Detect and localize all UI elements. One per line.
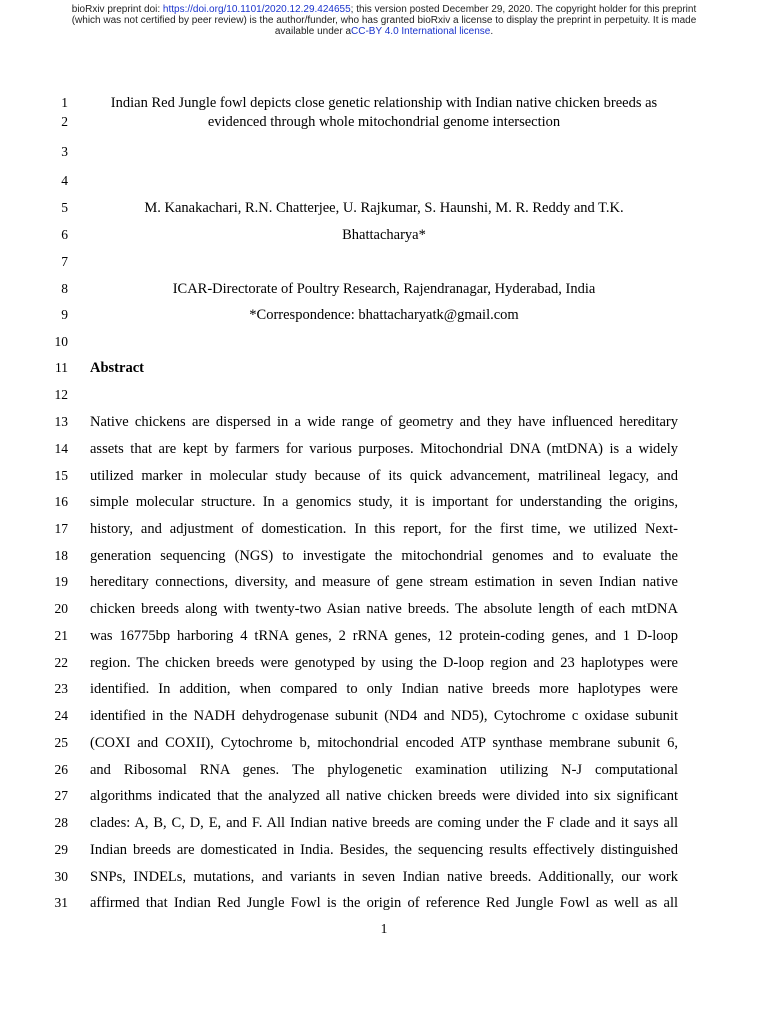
- line-number: 28: [54, 815, 68, 830]
- abstract-line: utilized marker in molecular study because of its quick advancement, matrilineal legacy, and: [90, 468, 678, 484]
- line-number: 7: [61, 254, 68, 269]
- line-number: 10: [54, 334, 68, 349]
- line-number: 4: [61, 173, 68, 188]
- line-number: 29: [54, 842, 68, 857]
- abstract-line: Indian breeds are domesticated in India. Besides, the sequencing results effectively distinguished: [90, 842, 678, 858]
- abstract-line: history, and adjustment of domestication. In this report, for the first time, we utilized Next-: [90, 521, 678, 537]
- doi-link[interactable]: https://doi.org/10.1101/2020.12.29.424655: [162, 4, 351, 15]
- preprint-banner: [0, 4, 768, 37]
- license-link[interactable]: CC-BY 4.0 International license: [351, 26, 491, 37]
- authors-line-2: Bhattacharya*: [342, 227, 426, 243]
- line-number: 11: [55, 360, 68, 375]
- line-number: 26: [54, 762, 68, 777]
- abstract-line: was 16775bp harboring 4 tRNA genes, 2 rRNA genes, 12 protein-coding genes, and 1 D-loop: [90, 628, 678, 644]
- page-number: 1: [380, 921, 388, 936]
- abstract-line: region. The chicken breeds were genotyped by using the D-loop region and 23 haplotypes were: [90, 655, 678, 671]
- line-number: 13: [54, 414, 68, 429]
- abstract-line: identified. In addition, when compared to only Indian native breeds more haplotypes were: [90, 681, 678, 697]
- line-number: 15: [54, 468, 68, 483]
- line-number: 18: [54, 548, 68, 563]
- line-number: 20: [54, 601, 68, 616]
- line-number: 27: [54, 788, 68, 803]
- affiliation: ICAR-Directorate of Poultry Research, Rajendranagar, Hyderabad, India: [172, 281, 596, 297]
- banner-line-1: bioRxiv preprint doi: https://doi.org/10.1101/2020.12.29.424655; this version posted December 29, 2020. The copyright holder for this preprint: [71, 4, 697, 15]
- abstract-line: Native chickens are dispersed in a wide range of geometry and they have influenced hereditary: [90, 414, 678, 430]
- banner-line-2: (which was not certified by peer review) is the author/funder, who has granted bioRxiv a license to display the preprint in perpetuity. It is made: [71, 15, 697, 26]
- line-number: 31: [54, 895, 68, 910]
- line-number: 19: [54, 574, 68, 589]
- line-number: 9: [61, 307, 68, 322]
- line-number: 17: [54, 521, 68, 536]
- abstract-line: hereditary connections, diversity, and measure of gene stream estimation in seven Indian native: [90, 574, 678, 590]
- abstract-heading: Abstract: [90, 360, 144, 376]
- line-number: 5: [61, 200, 68, 215]
- abstract-line: chicken breeds along with twenty-two Asian native breeds. The absolute length of each mtDNA: [90, 601, 678, 617]
- correspondence: *Correspondence: bhattacharyatk@gmail.com: [249, 307, 519, 323]
- abstract-line: clades: A, B, C, D, E, and F. All Indian native breeds are coming under the F clade and it says all: [90, 815, 678, 831]
- line-number: 25: [54, 735, 68, 750]
- abstract-line: generation sequencing (NGS) to investigate the mitochondrial genomes and to evaluate the: [90, 548, 678, 564]
- line-number: 1: [61, 95, 68, 110]
- abstract-line: SNPs, INDELs, mutations, and variants in seven Indian native breeds. Additionally, our work: [90, 869, 678, 885]
- abstract-line: simple molecular structure. In a genomics study, it is important for understanding the origins,: [90, 494, 678, 510]
- banner-line-3: available under aCC-BY 4.0 International license.: [274, 26, 494, 37]
- abstract-line: affirmed that Indian Red Jungle Fowl is the origin of reference Red Jungle Fowl as well as all: [90, 895, 678, 911]
- line-number: 16: [54, 494, 68, 509]
- line-number: 14: [54, 441, 68, 456]
- title-line-1: Indian Red Jungle fowl depicts close genetic relationship with Indian native chicken breeds as: [110, 95, 658, 111]
- line-number: 24: [54, 708, 68, 723]
- line-number: 22: [54, 655, 68, 670]
- line-number: 12: [54, 387, 68, 402]
- authors-line-1: M. Kanakachari, R.N. Chatterjee, U. Rajkumar, S. Haunshi, M. R. Reddy and T.K.: [144, 200, 624, 216]
- line-number: 8: [61, 281, 68, 296]
- line-number: 3: [61, 144, 68, 159]
- line-number: 2: [61, 114, 68, 129]
- line-number: 21: [54, 628, 68, 643]
- abstract-line: algorithms indicated that the analyzed all native chicken breeds were divided into six significant: [90, 788, 678, 804]
- line-number: 23: [54, 681, 68, 696]
- abstract-line: identified in the NADH dehydrogenase subunit (ND4 and ND5), Cytochrome c oxidase subunit: [90, 708, 678, 724]
- line-number: 30: [54, 869, 68, 884]
- abstract-line: and Ribosomal RNA genes. The phylogenetic examination utilizing N-J computational: [90, 762, 678, 778]
- abstract-line: (COXI and COXII), Cytochrome b, mitochondrial encoded ATP synthase membrane subunit 6,: [90, 735, 678, 751]
- line-number: 6: [61, 227, 68, 242]
- abstract-line: assets that are kept by farmers for various purposes. Mitochondrial DNA (mtDNA) is a widely: [90, 441, 678, 457]
- title-line-2: evidenced through whole mitochondrial genome intersection: [207, 114, 561, 130]
